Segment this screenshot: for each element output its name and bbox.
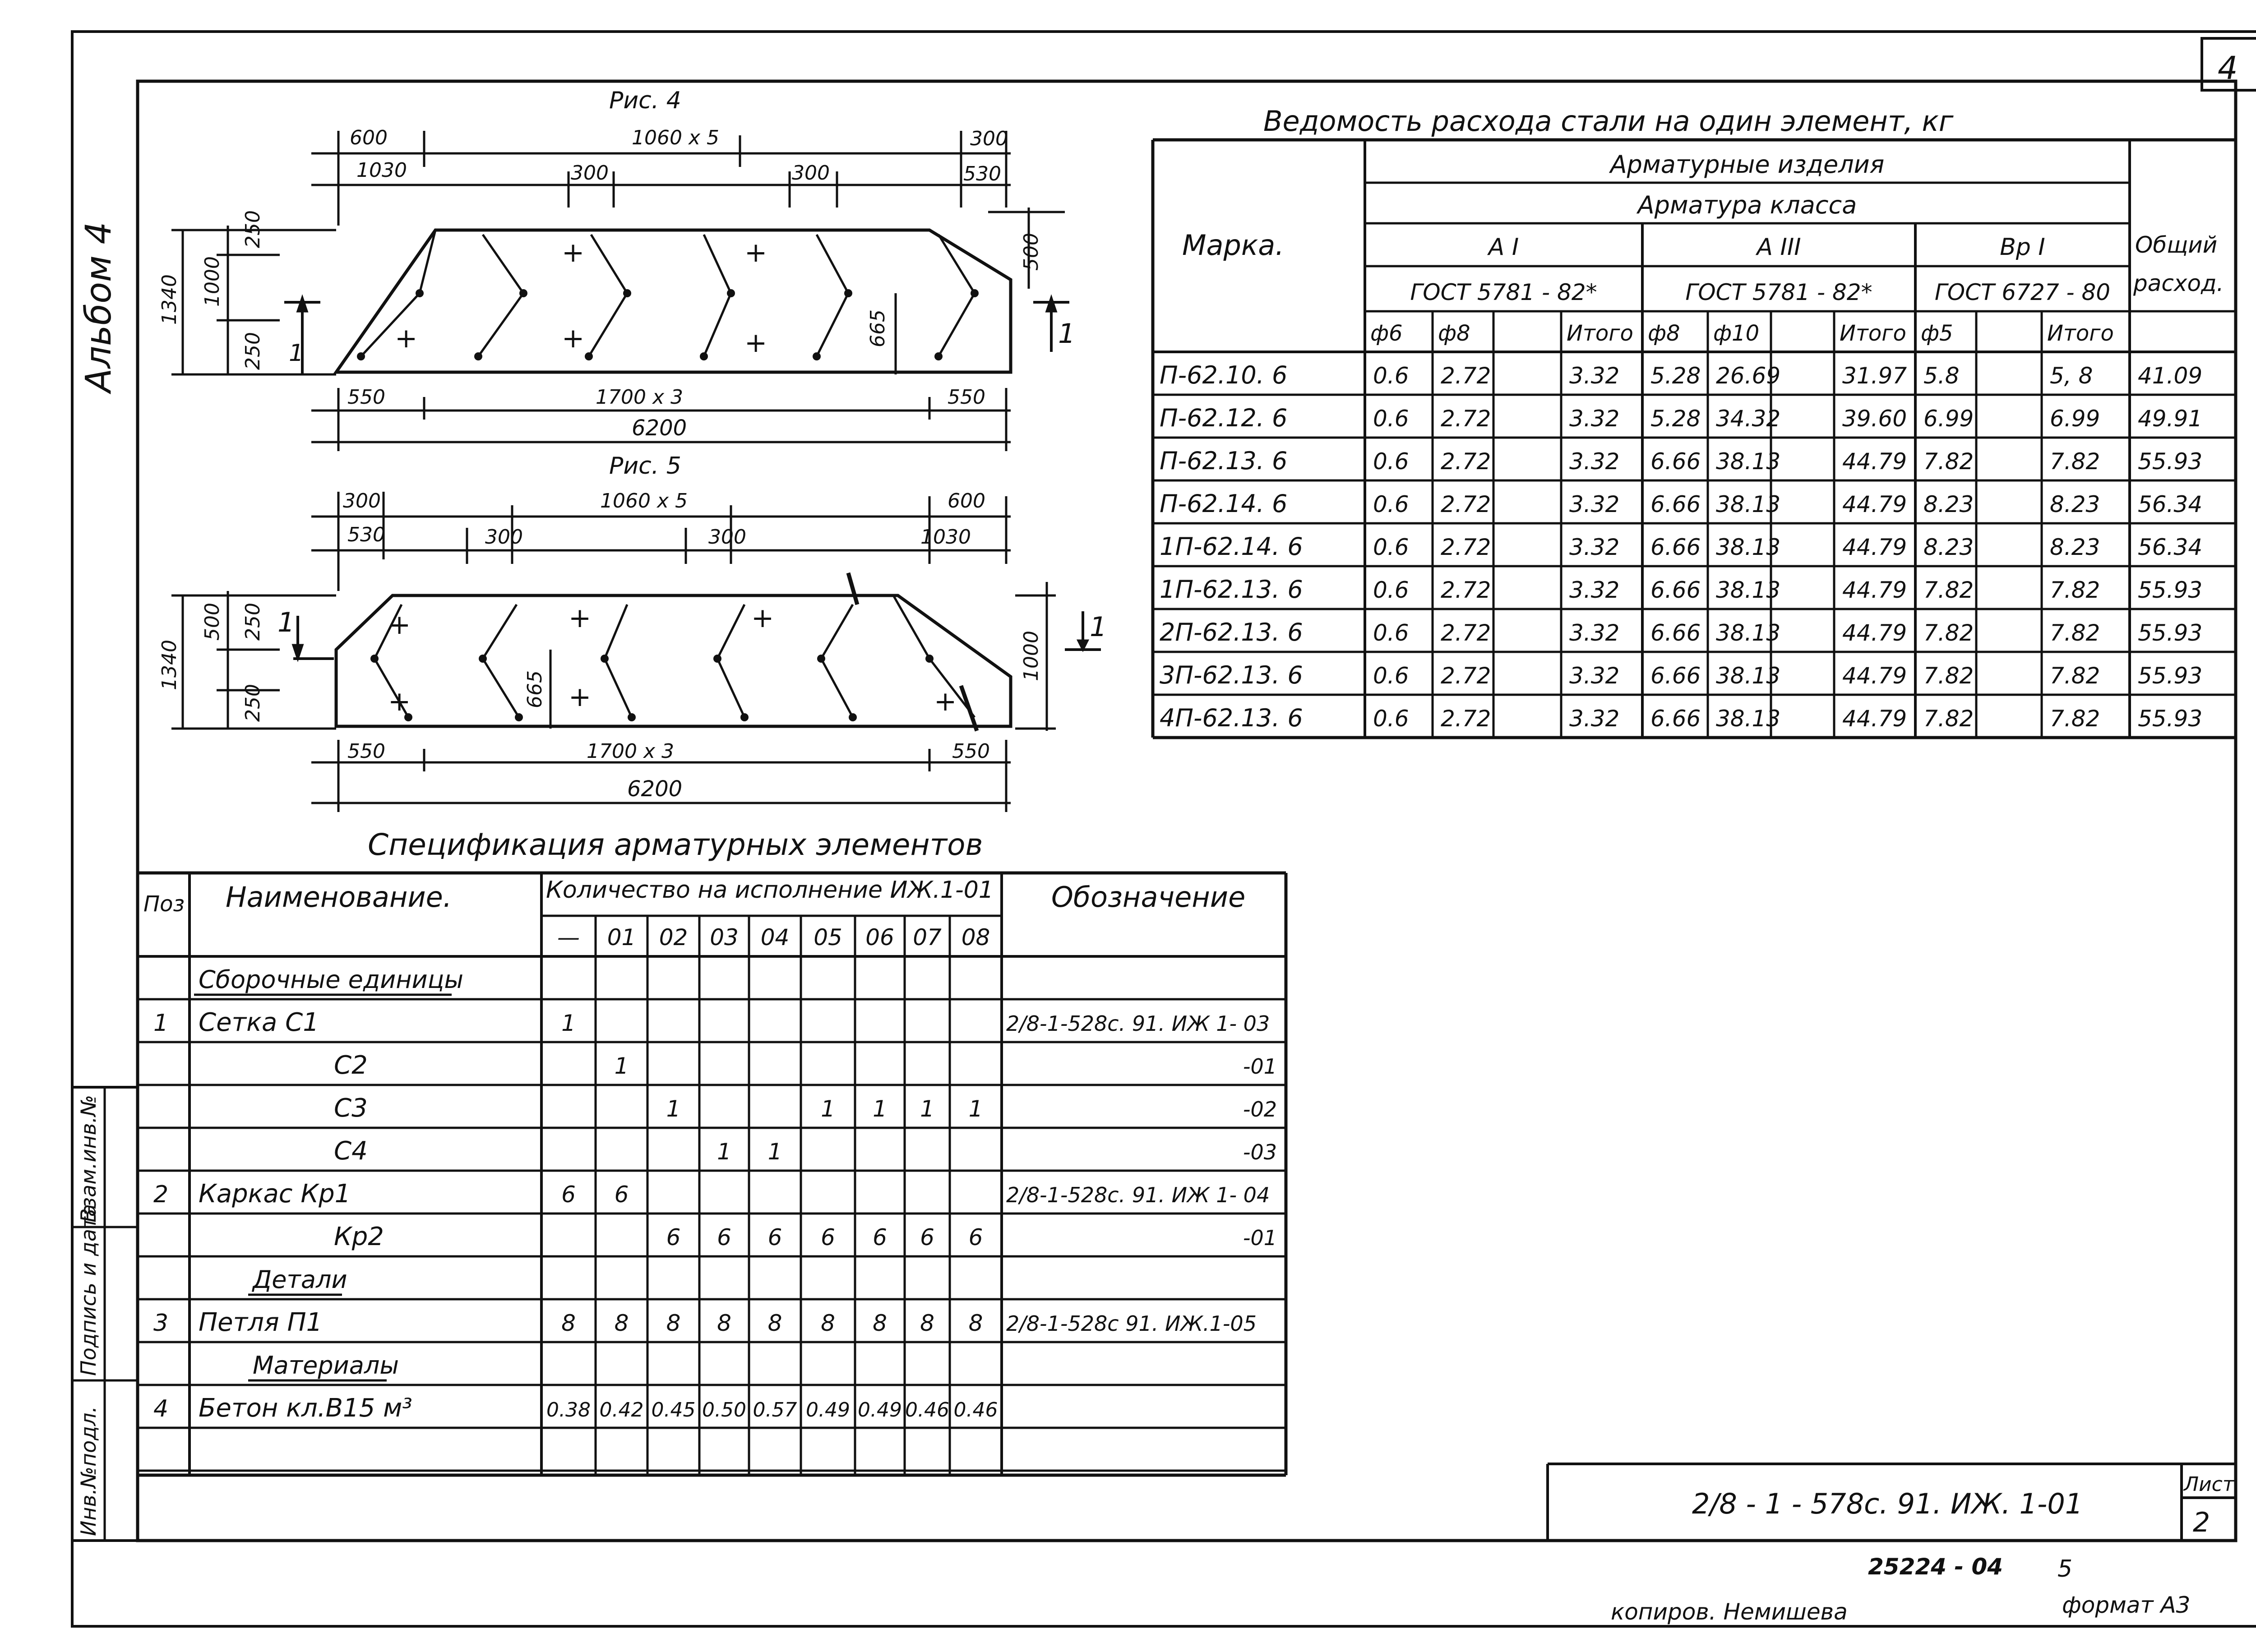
fig4-dim-300c: 300 <box>970 127 1008 150</box>
svg-text:+: + <box>744 327 767 359</box>
steel-cell: 39.60 <box>1842 406 1907 432</box>
steel-cell: 6.99 <box>2050 406 2100 432</box>
steel-cell: 2.72 <box>1441 448 1491 475</box>
steel-cell: 38.13 <box>1716 448 1781 475</box>
spec-variant-header: 07 <box>913 924 942 951</box>
fig5-section-right: 1 <box>1090 611 1107 643</box>
figure-4 <box>158 87 1075 451</box>
spec-qty: 1 <box>920 1096 934 1122</box>
steel-cell: 38.13 <box>1716 620 1781 646</box>
title-sheet-label: Лист <box>2184 1473 2234 1496</box>
steel-cell: 44.79 <box>1842 706 1907 732</box>
spec-qty: 6 <box>666 1224 681 1251</box>
steel-cell: 7.82 <box>1923 663 1974 689</box>
footer-copied: копиров. Немишева <box>1611 1599 1848 1625</box>
footer-inv2: 5 <box>2057 1555 2073 1583</box>
steel-cell: 2.72 <box>1441 534 1491 560</box>
fig5-dim-300a: 300 <box>343 489 381 512</box>
steel-cell: 44.79 <box>1842 448 1907 475</box>
spec-table <box>138 827 1286 1475</box>
spec-variant-header: 01 <box>607 924 636 951</box>
steel-group-name: А I <box>1488 234 1519 261</box>
steel-cell: 0.6 <box>1373 663 1409 689</box>
steel-cell: 0.6 <box>1373 706 1409 732</box>
spec-pos: 4 <box>153 1395 169 1422</box>
steel-cell: 56.34 <box>2138 534 2203 560</box>
steel-cell: 3.32 <box>1569 577 1620 603</box>
steel-cell: 8.23 <box>2050 491 2100 517</box>
steel-cell: 2.72 <box>1441 663 1491 689</box>
spec-qty: 0.57 <box>753 1398 797 1421</box>
steel-cell: 2.72 <box>1441 363 1491 389</box>
spec-qty: 1 <box>666 1096 681 1122</box>
steel-cell: 3.32 <box>1569 363 1620 389</box>
fig4-section-left: 1 <box>289 340 304 367</box>
fig5-dim-550a: 550 <box>347 740 385 763</box>
steel-h-items: Арматурные изделия <box>1610 150 1885 179</box>
title-block <box>1548 1464 2236 1541</box>
spec-variant-header: 04 <box>760 924 790 951</box>
steel-cell: 8.23 <box>1923 534 1974 560</box>
steel-cell: 7.82 <box>2050 706 2100 732</box>
spec-qty: 8 <box>873 1310 887 1336</box>
fig4-section-right: 1 <box>1058 318 1076 350</box>
steel-h-total-1: Общий <box>2135 232 2218 258</box>
spec-designation: -01 <box>1243 1226 1277 1250</box>
spec-qty: 0.42 <box>599 1398 644 1421</box>
steel-cell: 38.13 <box>1716 491 1781 517</box>
spec-qty: 8 <box>968 1310 983 1336</box>
spec-variant-header: 08 <box>961 924 990 951</box>
steel-cell: 7.82 <box>2050 620 2100 646</box>
steel-h-class: Арматура класса <box>1637 191 1857 219</box>
svg-text:+: + <box>934 686 957 717</box>
spec-qty: 6 <box>821 1224 835 1251</box>
steel-cell: 38.13 <box>1716 577 1781 603</box>
steel-cell: 3.32 <box>1569 448 1620 475</box>
fig5-dim-600: 600 <box>948 489 985 512</box>
spec-name: Кр2 <box>334 1222 384 1251</box>
steel-cell: 38.13 <box>1716 534 1781 560</box>
spec-qty: 1 <box>767 1139 782 1165</box>
steel-cell: 7.82 <box>1923 448 1974 475</box>
steel-group-name: Вр I <box>2000 234 2045 261</box>
steel-table <box>1153 105 2236 738</box>
steel-cell: 44.79 <box>1842 534 1907 560</box>
figure-5 <box>158 452 1107 812</box>
svg-text:+: + <box>388 609 411 641</box>
steel-cell: 2.72 <box>1441 406 1491 432</box>
spec-qty: 0.38 <box>546 1398 591 1421</box>
side-label-inv: Инв.№подл. <box>76 1406 101 1536</box>
title-designation: 2/8 - 1 - 578с. 91. ИЖ. 1-01 <box>1692 1487 2083 1520</box>
steel-cell: 7.82 <box>2050 448 2100 475</box>
spec-qty: 6 <box>767 1224 782 1251</box>
spec-name: Петля П1 <box>199 1308 323 1337</box>
fig4-dim-250a: 250 <box>241 210 264 248</box>
spec-designation: -02 <box>1243 1097 1277 1121</box>
fig4-dim-250b: 250 <box>241 332 264 370</box>
steel-h-total-2: расход. <box>2133 270 2224 296</box>
steel-cell: 55.93 <box>2138 448 2203 475</box>
steel-cell: 44.79 <box>1842 663 1907 689</box>
fig4-dim-1030: 1030 <box>356 159 407 182</box>
steel-cell: 55.93 <box>2138 620 2203 646</box>
steel-row-marka: П-62.14. 6 <box>1160 489 1288 518</box>
steel-cell: 5.28 <box>1650 363 1701 389</box>
steel-sub-header: Итого <box>2047 321 2114 346</box>
steel-row-marka: П-62.10. 6 <box>1160 361 1288 389</box>
spec-name: Каркас Кр1 <box>199 1179 351 1209</box>
spec-name: Сетка С1 <box>199 1008 319 1037</box>
steel-cell: 26.69 <box>1716 363 1781 389</box>
spec-qty: 1 <box>873 1096 887 1122</box>
fig5-dim-665: 665 <box>523 670 546 708</box>
steel-cell: 8.23 <box>2050 534 2100 560</box>
spec-qty: 8 <box>561 1310 576 1336</box>
steel-row-marka: 3П-62.13. 6 <box>1160 661 1303 689</box>
spec-h-pos: Поз <box>143 891 185 917</box>
steel-sub-header: Итого <box>1567 321 1633 346</box>
svg-text:+: + <box>388 686 411 717</box>
steel-cell: 8.23 <box>1923 491 1974 517</box>
spec-pos: 3 <box>153 1310 169 1337</box>
steel-cell: 7.82 <box>2050 663 2100 689</box>
sheet-number-top: 4 <box>2218 50 2238 87</box>
steel-cell: 55.93 <box>2138 577 2203 603</box>
spec-designation: 2/8-1-528с. 91. ИЖ 1- 04 <box>1006 1183 1270 1207</box>
steel-cell: 6.66 <box>1650 577 1701 603</box>
spec-table-title: Спецификация арматурных элементов <box>368 827 983 862</box>
svg-text:+: + <box>569 602 592 634</box>
steel-sub-header: ф6 <box>1370 321 1403 346</box>
steel-sub-header: ф8 <box>1438 321 1470 346</box>
steel-cell: 0.6 <box>1373 620 1409 646</box>
steel-cell: 3.32 <box>1569 663 1620 689</box>
steel-sub-header: ф5 <box>1921 321 1953 346</box>
steel-cell: 34.32 <box>1716 406 1781 432</box>
spec-h-desig: Обозначение <box>1051 881 1246 914</box>
spec-variant-header: 05 <box>814 924 842 951</box>
spec-variant-header: 06 <box>865 924 894 951</box>
spec-qty: 1 <box>561 1010 576 1036</box>
spec-name: Сборочные единицы <box>199 965 464 994</box>
fig4-dim-1700x3: 1700 x 3 <box>596 386 683 409</box>
fig5-dim-total: 6200 <box>627 776 683 802</box>
steel-row-marka: 1П-62.14. 6 <box>1160 532 1303 561</box>
steel-h-marka: Марка. <box>1182 229 1284 262</box>
fig5-dim-300b: 300 <box>485 526 523 549</box>
steel-cell: 44.79 <box>1842 577 1907 603</box>
spec-variant-header: 02 <box>659 924 688 951</box>
spec-qty: 6 <box>561 1181 576 1208</box>
spec-h-qty: Количество на исполнение ИЖ.1-01 <box>546 877 994 904</box>
spec-qty: 8 <box>666 1310 681 1336</box>
spec-qty: 1 <box>614 1053 629 1079</box>
steel-cell: 3.32 <box>1569 706 1620 732</box>
steel-group-name: А III <box>1757 234 1801 261</box>
spec-qty: 0.49 <box>858 1398 902 1421</box>
steel-cell: 56.34 <box>2138 491 2203 517</box>
fig5-dim-550b: 550 <box>952 740 990 763</box>
spec-name: Материалы <box>253 1351 399 1380</box>
steel-cell: 6.66 <box>1650 706 1701 732</box>
spec-h-name: Наименование. <box>226 881 452 914</box>
spec-qty: 8 <box>614 1310 629 1336</box>
steel-cell: 44.79 <box>1842 491 1907 517</box>
steel-cell: 41.09 <box>2138 363 2203 389</box>
spec-qty: 1 <box>717 1139 731 1165</box>
spec-qty: 6 <box>968 1224 983 1251</box>
spec-designation: -01 <box>1243 1054 1277 1079</box>
steel-cell: 6.66 <box>1650 620 1701 646</box>
fig4-dim-550b: 550 <box>948 386 985 409</box>
spec-qty: 8 <box>821 1310 835 1336</box>
fig5-dim-1000: 1000 <box>1020 631 1043 681</box>
steel-cell: 0.6 <box>1373 491 1409 517</box>
fig4-dim-600: 600 <box>350 126 388 149</box>
steel-cell: 6.66 <box>1650 663 1701 689</box>
spec-pos: 2 <box>153 1181 169 1208</box>
fig5-dim-250a: 250 <box>241 603 264 641</box>
steel-cell: 5, 8 <box>2050 363 2093 389</box>
spec-designation: 2/8-1-528с 91. ИЖ.1-05 <box>1006 1311 1257 1336</box>
steel-group-gost: ГОСТ 6727 - 80 <box>1934 279 2111 305</box>
steel-cell: 0.6 <box>1373 363 1409 389</box>
svg-text:+: + <box>562 237 585 268</box>
steel-cell: 38.13 <box>1716 663 1781 689</box>
spec-qty: 6 <box>717 1224 731 1251</box>
fig5-dim-500: 500 <box>201 603 224 641</box>
steel-cell: 2.72 <box>1441 706 1491 732</box>
spec-designation: 2/8-1-528с. 91. ИЖ 1- 03 <box>1006 1011 1270 1036</box>
footer-inv: 25224 - 04 <box>1868 1554 2003 1580</box>
steel-cell: 7.82 <box>1923 577 1974 603</box>
steel-cell: 55.93 <box>2138 663 2203 689</box>
steel-cell: 55.93 <box>2138 706 2203 732</box>
steel-cell: 44.79 <box>1842 620 1907 646</box>
spec-name: С2 <box>334 1051 368 1080</box>
steel-cell: 7.82 <box>2050 577 2100 603</box>
spec-qty: 0.46 <box>953 1398 998 1421</box>
steel-cell: 0.6 <box>1373 577 1409 603</box>
steel-sub-header: ф8 <box>1648 321 1680 346</box>
fig4-dim-1340: 1340 <box>158 274 181 325</box>
fig5-dim-1340: 1340 <box>158 640 181 690</box>
album-label: Альбом 4 <box>79 221 119 392</box>
fig4-dim-500: 500 <box>1020 233 1043 271</box>
steel-cell: 2.72 <box>1441 577 1491 603</box>
fig5-dim-530: 530 <box>347 523 385 546</box>
steel-table-title: Ведомость расхода стали на один элемент, кг <box>1263 105 1954 138</box>
fig4-dim-665: 665 <box>866 309 889 347</box>
steel-cell: 3.32 <box>1569 491 1620 517</box>
steel-cell: 49.91 <box>2138 406 2203 432</box>
svg-text:+: + <box>744 237 767 268</box>
steel-cell: 2.72 <box>1441 620 1491 646</box>
steel-cell: 6.66 <box>1650 448 1701 475</box>
steel-cell: 3.32 <box>1569 406 1620 432</box>
side-label-replace: Взам.инв.№ <box>76 1094 101 1223</box>
spec-qty: 8 <box>920 1310 934 1336</box>
spec-qty: 0.46 <box>905 1398 949 1421</box>
fig4-dim-1060x5: 1060 x 5 <box>632 126 719 149</box>
steel-cell: 7.82 <box>1923 706 1974 732</box>
fig5-dim-250b: 250 <box>241 684 264 722</box>
steel-group-gost: ГОСТ 5781 - 82* <box>1410 279 1597 305</box>
fig4-dim-300a: 300 <box>571 162 609 185</box>
svg-text:+: + <box>562 323 585 354</box>
spec-qty: 6 <box>614 1181 629 1208</box>
fig5-dim-1700x3: 1700 x 3 <box>587 740 674 763</box>
svg-text:+: + <box>569 681 592 713</box>
steel-cell: 2.72 <box>1441 491 1491 517</box>
steel-cell: 0.6 <box>1373 534 1409 560</box>
steel-sub-header: Итого <box>1840 321 1906 346</box>
spec-name: Бетон кл.В15 м³ <box>199 1394 412 1423</box>
steel-cell: 7.82 <box>1923 620 1974 646</box>
spec-name: С4 <box>334 1136 368 1166</box>
spec-qty: 0.45 <box>651 1398 696 1421</box>
steel-row-marka: 4П-62.13. 6 <box>1160 704 1303 732</box>
spec-qty: 1 <box>968 1096 983 1122</box>
spec-name: Детали <box>253 1265 347 1294</box>
steel-cell: 0.6 <box>1373 448 1409 475</box>
steel-row-marka: 2П-62.13. 6 <box>1160 618 1303 646</box>
title-sheet-no: 2 <box>2193 1507 2210 1538</box>
steel-row-marka: П-62.12. 6 <box>1160 404 1288 432</box>
fig4-dim-total: 6200 <box>632 415 687 441</box>
fig5-dim-1030: 1030 <box>920 526 971 549</box>
steel-cell: 38.13 <box>1716 706 1781 732</box>
steel-cell: 5.28 <box>1650 406 1701 432</box>
steel-cell: 3.32 <box>1569 620 1620 646</box>
steel-sub-header: ф10 <box>1713 321 1760 346</box>
steel-cell: 6.66 <box>1650 534 1701 560</box>
fig5-dim-1060x5: 1060 x 5 <box>600 489 688 512</box>
spec-qty: 8 <box>767 1310 782 1336</box>
svg-text:+: + <box>751 602 774 634</box>
spec-variant-header: — <box>557 924 580 951</box>
footer-format: формат А3 <box>2062 1592 2191 1618</box>
spec-qty: 1 <box>821 1096 835 1122</box>
spec-qty: 6 <box>873 1224 887 1251</box>
fig4-dim-550a: 550 <box>347 386 385 409</box>
steel-cell: 6.66 <box>1650 491 1701 517</box>
spec-name: С3 <box>334 1094 368 1123</box>
fig4-dim-530: 530 <box>963 162 1001 185</box>
spec-qty: 0.49 <box>806 1398 850 1421</box>
steel-cell: 31.97 <box>1842 363 1907 389</box>
svg-text:+: + <box>395 323 418 354</box>
steel-row-marka: 1П-62.13. 6 <box>1160 575 1303 604</box>
spec-pos: 1 <box>153 1010 169 1037</box>
fig5-dim-300c: 300 <box>708 526 746 549</box>
fig4-title: Рис. 4 <box>609 87 681 114</box>
fig4-dim-300b: 300 <box>792 162 830 185</box>
side-label-sign: Подпись и дата <box>76 1204 101 1376</box>
spec-designation: -03 <box>1243 1140 1277 1164</box>
spec-qty: 8 <box>717 1310 731 1336</box>
steel-cell: 6.99 <box>1923 406 1974 432</box>
steel-cell: 3.32 <box>1569 534 1620 560</box>
side-stamp <box>72 1087 138 1541</box>
fig5-title: Рис. 5 <box>609 452 681 480</box>
steel-group-gost: ГОСТ 5781 - 82* <box>1685 279 1872 305</box>
spec-variant-header: 03 <box>710 924 739 951</box>
fig5-panel <box>336 595 1011 726</box>
steel-row-marka: П-62.13. 6 <box>1160 447 1288 475</box>
fig5-section-left: 1 <box>277 607 295 638</box>
steel-cell: 5.8 <box>1923 363 1960 389</box>
spec-qty: 0.50 <box>702 1398 746 1421</box>
fig4-panel <box>336 230 1011 372</box>
fig4-dim-1000: 1000 <box>201 256 224 307</box>
steel-cell: 0.6 <box>1373 406 1409 432</box>
spec-qty: 6 <box>920 1224 934 1251</box>
